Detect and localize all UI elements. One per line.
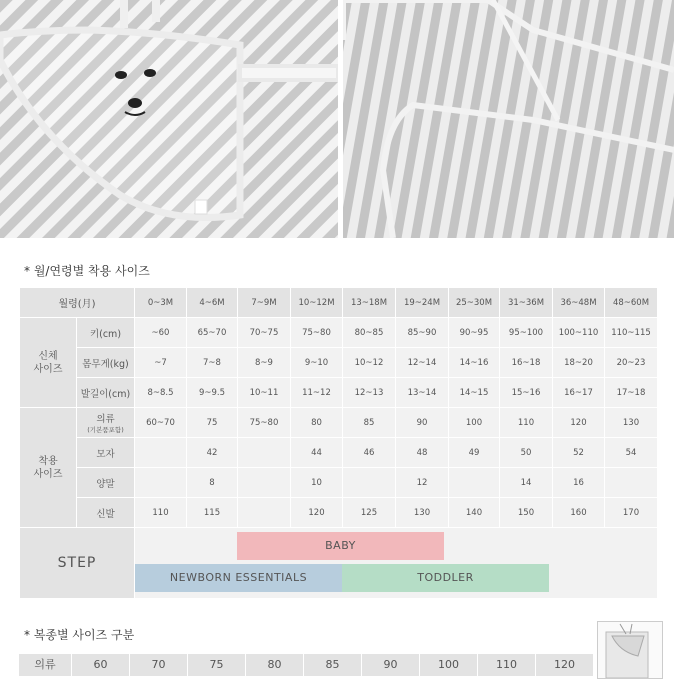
table-cell: 125 [343,498,396,528]
table-cell: 8~9 [238,348,291,378]
month-header-label: 월령(月) [20,288,135,318]
table-cell: 46 [343,438,396,468]
row-sublabel: (기본품포함) [87,425,124,434]
table-cell [238,438,291,468]
row-label-text: 몸무게(kg) [82,358,129,370]
month-header-row [20,288,658,318]
table-row [20,318,658,348]
table-cell: 90~95 [449,318,500,348]
clothing-size-cell: 80 [246,654,303,676]
table-cell: 170 [605,498,658,528]
month-header-cell: 48~60M [605,288,658,318]
table-row [20,348,658,378]
table-cell: 14~16 [449,348,500,378]
clothing-size-cell: 90 [362,654,419,676]
table-cell: 10~11 [238,378,291,408]
table-cell: 140 [449,498,500,528]
table-cell: 110 [500,408,553,438]
product-photo-front [0,0,338,238]
row-label [77,438,135,468]
table-cell: 130 [396,498,449,528]
table-cell: 17~18 [605,378,658,408]
clothing-size-cell: 100 [420,654,477,676]
size-chart-table [19,287,658,599]
table-cell: 90 [396,408,449,438]
step-bar-toddler: TODDLER [342,564,549,592]
clothing-size-cell: 110 [478,654,535,676]
row-label [77,348,135,378]
table-cell: 12~13 [343,378,396,408]
clothing-size-cell: 85 [304,654,361,676]
month-header-cell: 0~3M [135,288,187,318]
month-header-cell: 31~36M [500,288,553,318]
product-photo-detail [343,0,674,238]
table-cell: 9~10 [291,348,343,378]
table-cell: 44 [291,438,343,468]
month-header-cell: 25~30M [449,288,500,318]
table-cell: 42 [187,438,238,468]
table-cell: 52 [553,438,605,468]
size-chart-title: * 월/연령별 착용 사이즈 [24,264,150,278]
table-cell: 8~8.5 [135,378,187,408]
table-cell: 110~115 [605,318,658,348]
table-cell: 16~17 [553,378,605,408]
table-cell: ~7 [135,348,187,378]
table-cell: 50 [500,438,553,468]
table-cell: 60~70 [135,408,187,438]
step-row [20,528,658,599]
table-cell: 95~100 [500,318,553,348]
table-cell: 120 [291,498,343,528]
step-bar-baby: BABY [237,532,444,560]
clothing-size-cell: 75 [188,654,245,676]
month-header-cell: 10~12M [291,288,343,318]
row-label [77,318,135,348]
table-cell: 100 [449,408,500,438]
table-row [20,408,658,438]
table-cell: 85~90 [396,318,449,348]
table-cell: 115 [187,498,238,528]
table-cell: 75~80 [238,408,291,438]
row-label-text: 양말 [96,478,115,490]
month-header-cell: 7~9M [238,288,291,318]
table-cell: 110 [135,498,187,528]
table-cell: 75~80 [291,318,343,348]
table-cell [449,468,500,498]
table-cell: 80~85 [343,318,396,348]
table-cell: 49 [449,438,500,468]
table-cell: 120 [553,408,605,438]
table-cell: 75 [187,408,238,438]
table-cell: 150 [500,498,553,528]
table-row [20,468,658,498]
table-cell: 20~23 [605,348,658,378]
table-cell: 9~9.5 [187,378,238,408]
table-cell: 80 [291,408,343,438]
row-label-text: 모자 [96,448,115,460]
clothing-size-cell: 60 [72,654,129,676]
table-cell [605,468,658,498]
table-cell [135,438,187,468]
table-cell: 10 [291,468,343,498]
row-label [77,498,135,528]
clothing-size-cell: 120 [536,654,593,676]
table-cell: 14~15 [449,378,500,408]
table-cell [238,468,291,498]
table-cell: 15~16 [500,378,553,408]
step-label: STEP [20,528,135,599]
table-cell: 16~18 [500,348,553,378]
table-cell: 100~110 [553,318,605,348]
table-cell [238,498,291,528]
table-cell: 65~70 [187,318,238,348]
table-cell: 18~20 [553,348,605,378]
table-cell: 13~14 [396,378,449,408]
row-label-text: 발길이(cm) [80,388,131,400]
month-header-cell: 19~24M [396,288,449,318]
table-cell: 12 [396,468,449,498]
table-cell: 130 [605,408,658,438]
row-label-text: 키(cm) [89,328,122,340]
clothing-size-row [19,654,594,676]
clothing-size-label: 의류 [19,654,71,676]
table-cell [343,468,396,498]
step-bars-cell [135,528,658,599]
month-header-cell: 36~48M [553,288,605,318]
table-cell: 70~75 [238,318,291,348]
table-row [20,498,658,528]
table-cell: 11~12 [291,378,343,408]
step-bars [135,530,657,596]
table-cell: 12~14 [396,348,449,378]
product-thumbnail [597,621,663,679]
table-cell: 14 [500,468,553,498]
table-row [20,378,658,408]
row-label [77,378,135,408]
table-cell: 16 [553,468,605,498]
row-label-text: 신발 [96,508,115,520]
table-cell: 160 [553,498,605,528]
step-bar-newborn-essentials: NEWBORN ESSENTIALS [135,564,342,592]
clothing-size-title: * 복종별 사이즈 구분 [24,628,135,642]
table-cell: 7~8 [187,348,238,378]
row-group-header: 신체 사이즈 [20,318,77,408]
month-header-cell: 4~6M [187,288,238,318]
row-label [77,408,135,438]
table-row [20,438,658,468]
table-cell: ~60 [135,318,187,348]
table-cell [135,468,187,498]
row-label [77,468,135,498]
month-header-cell: 13~18M [343,288,396,318]
row-label-text: 의류 [96,413,115,425]
table-cell: 8 [187,468,238,498]
clothing-size-cell: 70 [130,654,187,676]
row-group-header: 착용 사이즈 [20,408,77,528]
product-photos [0,0,674,238]
table-cell: 48 [396,438,449,468]
table-cell: 10~12 [343,348,396,378]
table-cell: 54 [605,438,658,468]
table-cell: 85 [343,408,396,438]
